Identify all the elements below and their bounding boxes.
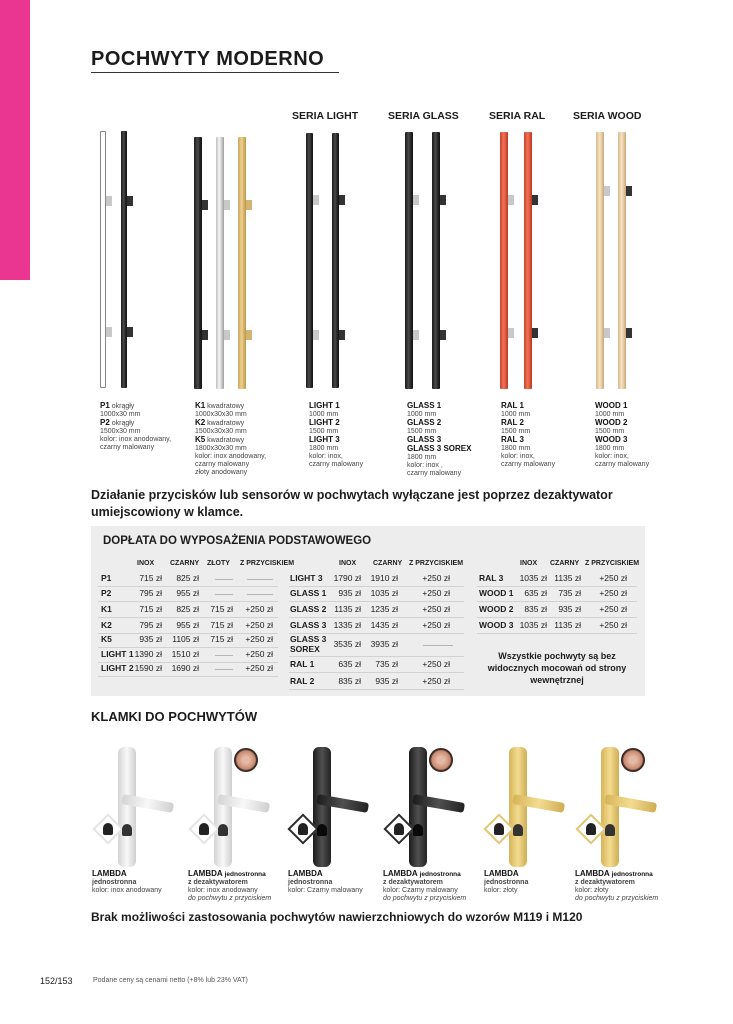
table-divider (289, 617, 464, 618)
accent-bar (0, 0, 30, 280)
table-divider (289, 601, 464, 602)
col-header: INOX (520, 560, 538, 567)
price-cell: 935 zł (558, 604, 581, 614)
keyhole-icon (605, 824, 615, 836)
caption-line: 1800x30x30 mm (195, 445, 247, 452)
row-label: GLASS 3 (290, 620, 327, 630)
handle-standoff (339, 195, 345, 205)
price-cell: 955 zł (176, 588, 199, 598)
caption-line: LIGHT 1 (309, 401, 340, 410)
deactivator-icon (429, 748, 453, 772)
caption-line: RAL 3 (501, 435, 524, 444)
price-cell: +250 zł (245, 634, 273, 644)
price-cell: +250 zł (245, 620, 273, 630)
caption-line: czarny malowany (501, 461, 556, 468)
handle-standoff (413, 330, 419, 340)
row-label: GLASS 2 (290, 604, 327, 614)
row-label: RAL 1 (290, 659, 315, 669)
caption-line: GLASS 1 (407, 401, 442, 410)
price-cell: 795 zł (139, 588, 162, 598)
keyhole-icon (103, 823, 113, 835)
price-cell: 795 zł (139, 620, 162, 630)
caption-line: 1000x30x30 mm (195, 411, 247, 418)
table-divider (215, 594, 233, 595)
handle-standoff (604, 186, 610, 196)
price-cell: 935 zł (139, 634, 162, 644)
handle-standoff (313, 195, 319, 205)
caption-line: GLASS 3 (407, 435, 442, 444)
handle-standoff (440, 195, 446, 205)
caption-line: 1000 mm (595, 411, 625, 418)
price-cell: 735 zł (375, 659, 398, 669)
caption-line: 1500 mm (501, 428, 531, 435)
table-divider (477, 617, 637, 618)
caption-k (195, 402, 266, 477)
table-divider (98, 586, 278, 587)
title-rule (91, 72, 339, 73)
price-cell: 825 zł (176, 573, 199, 583)
price-cell: 1135 zł (554, 620, 581, 630)
row-label: P2 (101, 588, 112, 598)
price-cell: 955 zł (176, 620, 199, 630)
price-cell: 1435 zł (370, 620, 398, 630)
caption-line: 1800 mm (595, 445, 625, 452)
price-cell: 835 zł (338, 676, 361, 686)
col-header: CZARNY (373, 560, 403, 567)
page-number: 152/153 (40, 976, 73, 986)
handle-glass-a (405, 132, 413, 389)
price-cell: 715 zł (210, 634, 233, 644)
deactivator-icon (234, 748, 258, 772)
row-label: WOOD 2 (479, 604, 514, 614)
price-cell: +250 zł (245, 649, 273, 659)
price-cell: 1035 zł (370, 588, 398, 598)
caption-line: 1000x30 mm (100, 411, 141, 418)
deactivator-icon (621, 748, 645, 772)
price-cell: 1135 zł (554, 573, 581, 583)
handle-standoff (532, 328, 538, 338)
price-cell: 635 zł (524, 588, 547, 598)
caption-line: kolor: inox anodowany, (195, 453, 267, 460)
handle-standoff (313, 330, 319, 340)
caption-line: LIGHT 2 (309, 418, 340, 427)
handle-k-gold (238, 137, 246, 389)
caption-line: czarny malowany (309, 461, 364, 468)
handle-p-inox (100, 131, 106, 388)
price-cell: 935 zł (375, 676, 398, 686)
price-cell: 715 zł (139, 573, 162, 583)
table-divider (98, 617, 278, 618)
price-cell: 715 zł (210, 620, 233, 630)
lever-caption: LAMBDA jednostronna kolor: złoty (484, 869, 529, 894)
caption-line: kolor: inox, (501, 453, 535, 460)
lever-caption: LAMBDA jednostronna kolor: inox anodowany (92, 869, 162, 894)
caption-line: kolor: inox, (595, 453, 629, 460)
handle-standoff (224, 200, 230, 210)
price-cell: +250 zł (599, 604, 627, 614)
col-header: INOX (137, 560, 155, 567)
lever-caption: LAMBDA jednostronna z dezaktywatorem kolor: złoty do pochwytu z przyciskiem (575, 869, 659, 902)
caption-line: K5 kwadratowy (195, 435, 245, 444)
caption-line: 1500 mm (309, 428, 339, 435)
handle-standoff (246, 330, 252, 340)
price-cell: +250 zł (422, 676, 450, 686)
caption-line: WOOD 3 (595, 435, 628, 444)
col-header: CZARNY (170, 560, 200, 567)
handle-p-black (121, 131, 127, 388)
caption-line: 1000 mm (501, 411, 531, 418)
table-divider (247, 594, 273, 595)
handle-light-a (306, 133, 313, 388)
handle-standoff (508, 195, 514, 205)
caption-line: 1500 mm (407, 428, 437, 435)
handle-standoff (604, 328, 610, 338)
table-divider (98, 601, 278, 602)
row-label: P1 (101, 573, 112, 583)
col-header: Z PRZYCISKIEM (240, 560, 295, 567)
caption-line: 1000 mm (309, 411, 339, 418)
row-label: K2 (101, 620, 112, 630)
price-cell: 3535 zł (333, 639, 361, 649)
price-cell: +250 zł (422, 659, 450, 669)
row-label: RAL 2 (290, 676, 315, 686)
handle-standoff (626, 328, 632, 338)
caption-line: 1500x30x30 mm (195, 428, 247, 435)
price-cell: 825 zł (176, 604, 199, 614)
handle-wood-b (618, 132, 626, 389)
handle-standoff (339, 330, 345, 340)
handle-standoff (440, 330, 446, 340)
handle-k-black (194, 137, 202, 389)
footer-note: Podane ceny są cenami netto (+8% lub 23% VAT) (93, 977, 248, 984)
price-cell: 1910 zł (370, 573, 398, 583)
series-light-heading: SERIA LIGHT (292, 110, 359, 122)
caption-line: złoty anodowany (195, 469, 248, 476)
caption-ral (501, 402, 555, 469)
handle-standoff (626, 186, 632, 196)
caption-glass (407, 402, 471, 478)
price-cell: 1590 zł (134, 663, 162, 673)
col-header: CZARNY (550, 560, 580, 567)
row-label: K1 (101, 604, 112, 614)
caption-line: 1500x30 mm (100, 428, 141, 435)
col-header: Z PRZYCISKIEM (585, 560, 640, 567)
mounting-note: Wszystkie pochwyty są bez widocznych mocowań od strony wewnętrznej (487, 651, 627, 685)
row-label: LIGHT 2 (101, 663, 134, 673)
caption-line: czarny malowany (595, 461, 650, 468)
price-table-title: DOPŁATA DO WYPOSAŻENIA PODSTAWOWEGO (103, 535, 372, 547)
caption-line: kolor: inox anodowany, (100, 436, 172, 443)
series-glass-heading: SERIA GLASS (388, 110, 459, 122)
price-cell: +250 zł (245, 604, 273, 614)
price-cell: +250 zł (422, 620, 450, 630)
col-header: Z PRZYCISKIEM (409, 560, 464, 567)
lever-caption: LAMBDA jednostronna z dezaktywatorem kolor: inox anodowany do pochwytu z przyciskiem (188, 869, 272, 902)
keyhole-icon (413, 824, 423, 836)
price-cell: +250 zł (422, 588, 450, 598)
price-cell: +250 zł (599, 573, 627, 583)
caption-line: 1800 mm (309, 445, 339, 452)
price-cell: 1135 zł (334, 604, 361, 614)
lever-plate (118, 747, 136, 867)
table-divider (289, 586, 464, 587)
handle-ral-a (500, 132, 508, 389)
keyhole-icon (298, 823, 308, 835)
handle-standoff (202, 200, 208, 210)
handle-standoff (106, 196, 112, 206)
price-cell: 735 zł (558, 588, 581, 598)
table-divider (423, 645, 453, 646)
table-divider (289, 689, 464, 690)
table-divider (98, 676, 278, 677)
keyhole-icon (199, 823, 209, 835)
series-ral-heading: SERIA RAL (489, 110, 546, 122)
handle-standoff (127, 196, 133, 206)
price-cell: 1335 zł (333, 620, 361, 630)
caption-line: czarny malowany (195, 461, 250, 468)
caption-wood (595, 402, 649, 469)
caption-line: LIGHT 3 (309, 435, 340, 444)
table-divider (477, 633, 637, 634)
table-divider (477, 586, 637, 587)
price-cell: +250 zł (422, 573, 450, 583)
col-header: ZŁOTY (207, 560, 230, 567)
handle-standoff (202, 330, 208, 340)
caption-line: czarny malowany (100, 444, 155, 451)
handle-standoff (532, 195, 538, 205)
price-cell: 635 zł (338, 659, 361, 669)
price-cell: 3935 zł (370, 639, 398, 649)
caption-line: P1 okrągły (100, 401, 135, 410)
table-divider (98, 647, 278, 648)
price-cell: 1035 zł (519, 573, 547, 583)
lever-caption: LAMBDA jednostronna z dezaktywatorem kolor: Czarny malowany do pochwytu z przyciskiem (383, 869, 467, 902)
caption-line: 1500 mm (595, 428, 625, 435)
price-cell: 835 zł (524, 604, 547, 614)
notice-text: Działanie przycisków lub sensorów w pochwytach wyłączane jest poprzez dezaktywator umiejscowiony w klamce. (91, 488, 613, 519)
caption-line: RAL 1 (501, 401, 524, 410)
caption-p (100, 402, 171, 452)
caption-line: GLASS 3 SOREX (407, 444, 472, 453)
price-cell: +250 zł (245, 663, 273, 673)
caption-line: 1800 mm (501, 445, 531, 452)
table-divider (289, 656, 464, 657)
handle-standoff (246, 200, 252, 210)
row-label: RAL 3 (479, 573, 504, 583)
page-title: POCHWYTY MODERNO (91, 48, 325, 70)
handle-standoff (224, 330, 230, 340)
caption-line: P2 okrągły (100, 418, 135, 427)
caption-line: kolor: inox , (407, 462, 443, 469)
handle-standoff (508, 328, 514, 338)
handle-light-b (332, 133, 339, 388)
price-cell: 1035 zł (519, 620, 547, 630)
series-wood-heading: SERIA WOOD (573, 110, 642, 122)
caption-line: czarny malowany (407, 470, 462, 477)
row-label: K5 (101, 634, 112, 644)
handle-standoff (413, 195, 419, 205)
keyhole-icon (122, 824, 132, 836)
handle-standoff (127, 327, 133, 337)
handle-wood-a (596, 132, 604, 389)
table-divider (477, 601, 637, 602)
caption-line: 1000 mm (407, 411, 437, 418)
table-divider (247, 579, 273, 580)
keyhole-icon (513, 824, 523, 836)
keyhole-icon (218, 824, 228, 836)
row-label: LIGHT 3 (290, 573, 323, 583)
caption-light (309, 402, 363, 469)
col-header: INOX (339, 560, 357, 567)
price-cell: +250 zł (599, 620, 627, 630)
lever-plate (601, 747, 619, 867)
row-label: GLASS 1 (290, 588, 327, 598)
handle-glass-b (432, 132, 440, 389)
table-divider (215, 669, 233, 670)
price-cell: 1510 zł (171, 649, 199, 659)
lever-plate (313, 747, 331, 867)
section-levers-title: KLAMKI DO POCHWYTÓW (91, 709, 258, 724)
price-cell: 715 zł (210, 604, 233, 614)
keyhole-icon (494, 823, 504, 835)
caption-line: RAL 2 (501, 418, 524, 427)
handle-k-inox (216, 137, 224, 389)
caption-line: WOOD 2 (595, 418, 628, 427)
row-label: GLASS 3 SOREX (290, 634, 327, 654)
keyhole-icon (586, 823, 596, 835)
table-divider (215, 655, 233, 656)
bottom-note: Brak możliwości zastosowania pochwytów nawierzchniowych do wzorów M119 i M120 (91, 910, 583, 924)
price-cell: +250 zł (599, 588, 627, 598)
caption-line: K1 kwadratowy (195, 401, 245, 410)
caption-line: WOOD 1 (595, 401, 628, 410)
price-cell: 1690 zł (171, 663, 199, 673)
table-divider (215, 579, 233, 580)
caption-line: kolor: inox, (309, 453, 343, 460)
caption-line: K2 kwadratowy (195, 418, 245, 427)
lever-plate (509, 747, 527, 867)
price-cell: 935 zł (338, 588, 361, 598)
handle-standoff (106, 327, 112, 337)
keyhole-icon (394, 823, 404, 835)
price-cell: +250 zł (422, 604, 450, 614)
lever-plate (214, 747, 232, 867)
price-cell: 1790 zł (333, 573, 361, 583)
table-divider (289, 672, 464, 673)
caption-line: 1800 mm (407, 454, 437, 461)
price-cell: 1235 zł (370, 604, 398, 614)
price-cell: 1105 zł (172, 634, 199, 644)
keyhole-icon (317, 824, 327, 836)
handle-ral-b (524, 132, 532, 389)
lever-plate (409, 747, 427, 867)
lever-caption: LAMBDA jednostronna kolor: Czarny malowany (288, 869, 363, 894)
row-label: LIGHT 1 (101, 649, 134, 659)
price-cell: 715 zł (139, 604, 162, 614)
row-label: WOOD 1 (479, 588, 514, 598)
price-cell: 1390 zł (134, 649, 162, 659)
row-label: WOOD 3 (479, 620, 514, 630)
caption-line: GLASS 2 (407, 418, 442, 427)
